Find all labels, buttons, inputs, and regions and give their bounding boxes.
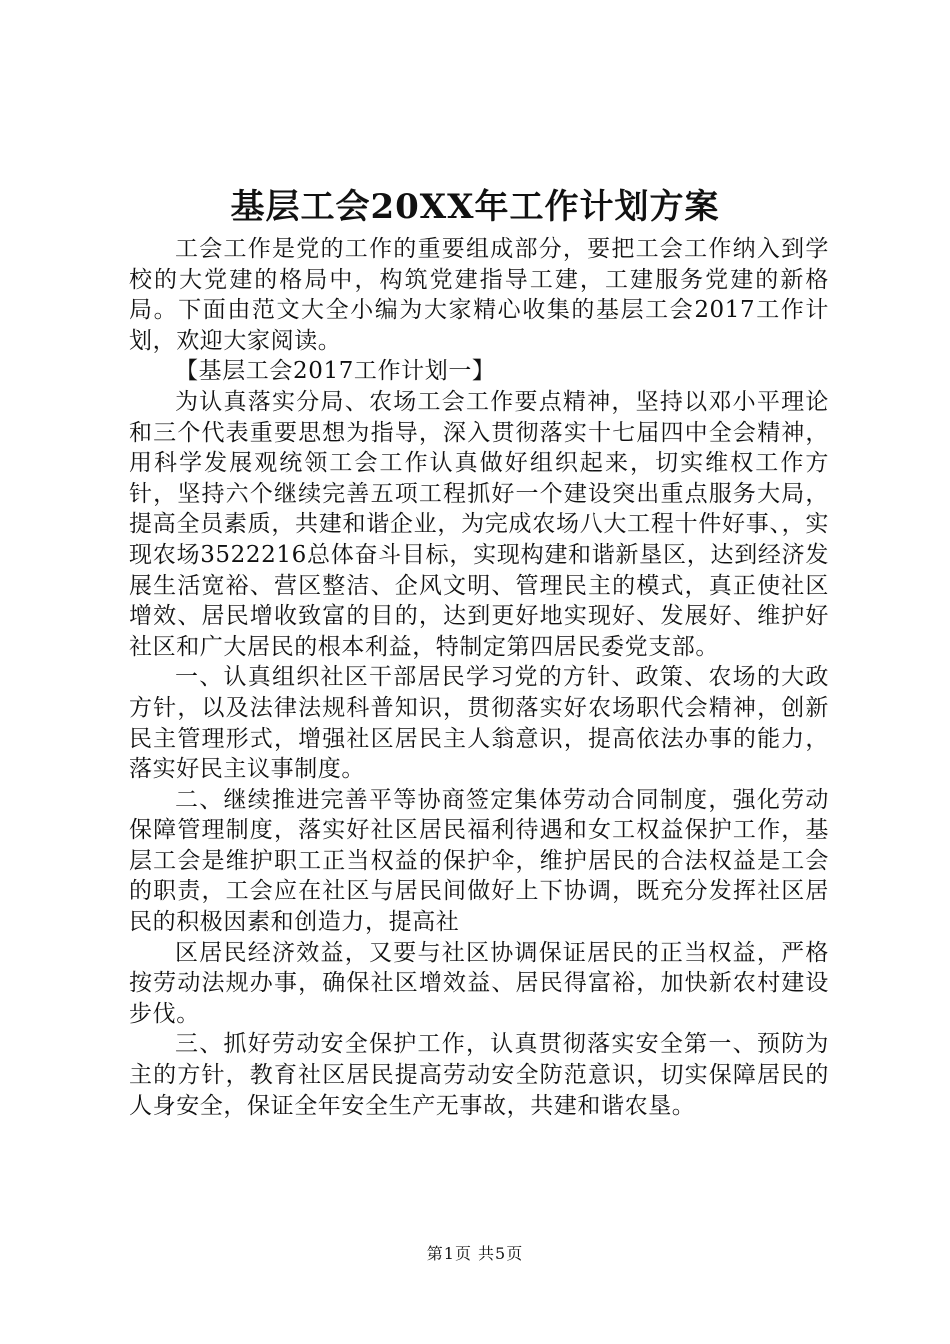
paragraph: 一、认真组织社区干部居民学习党的方针、政策、农场的大政方针，以及法律法规科普知识，贯彻落实好农场职代会精神，创新民主管理形式，增强社区居民主人翁意识，提高依法办事的能力，落实好民主议事制度。 <box>129 664 829 783</box>
section-heading: 【基层工会2017工作计划一】 <box>175 358 496 385</box>
document-title: 基层工会20XX年工作计划方案 <box>230 187 720 227</box>
document-body <box>129 234 829 1121</box>
paragraph: 为认真落实分局、农场工会工作要点精神，坚持以邓小平理论和三个代表重要思想为指导，深入贯彻落实十七届四中全会精神，用科学发展观统领工会工作认真做好组织起来，切实维权工作方针，坚持六个继续完善五项工程抓好一个建设突出重点服务大局，提高全员素质，共建和谐企业，为完成农场八大工程十件好事、，实现农场3522216总体奋斗目标，实现构建和谐新垦区，达到经济发展生活宽裕、营区整洁、企风文明、管理民主的模式，真正使社区增效、居民增收致富的目的，达到更好地实现好、发展好、维护好社区和广大居民的根本利益，特制定第四居民委党支部。 <box>129 388 829 660</box>
paragraph-intro: 工会工作是党的工作的重要组成部分，要把工会工作纳入到学校的大党建的格局中，构筑党建指导工建，工建服务党建的新格局。下面由范文大全小编为大家精心收集的基层工会2017工作计划，欢迎大家阅读。 <box>129 236 829 354</box>
paragraph: 区居民经济效益，又要与社区协调保证居民的正当权益，严格按劳动法规办事，确保社区增效益、居民得富裕，加快新农村建设步伐。 <box>129 939 829 1027</box>
paragraph: 二、继续推进完善平等协商签定集体劳动合同制度，强化劳动保障管理制度，落实好社区居民福利待遇和女工权益保护工作，基层工会是维护职工正当权益的保护伞，维护居民的合法权益是工会的职责，工会应在社区与居民间做好上下协调，既充分发挥社区居民的积极因素和创造力，提高社 <box>129 786 829 936</box>
page-footer: 第1页 共5页 <box>426 1244 524 1263</box>
paragraph: 三、抓好劳动安全保护工作，认真贯彻落实安全第一、预防为主的方针，教育社区居民提高劳动安全防范意识，切实保障居民的人身安全，保证全年安全生产无事故，共建和谐农垦。 <box>129 1031 829 1119</box>
